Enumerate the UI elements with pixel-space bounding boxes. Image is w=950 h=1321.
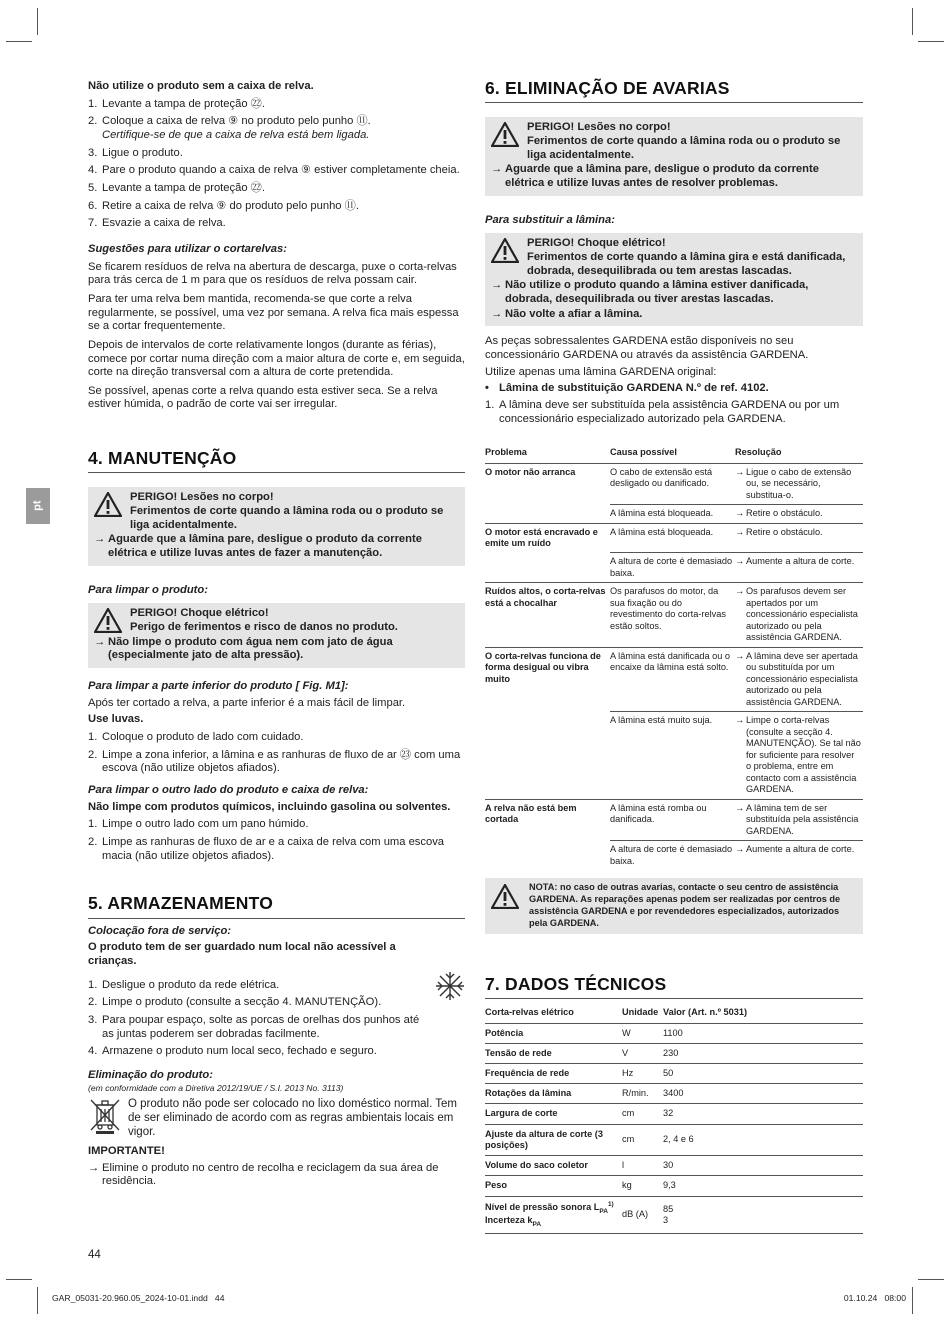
warning-icon xyxy=(94,608,122,633)
blade-title: Para substituir a lâmina: xyxy=(485,213,615,226)
list-item: 5. Levante a tampa de proteção ㉒. xyxy=(88,181,265,194)
steps-list xyxy=(88,98,465,231)
important-arrow: → Elimine o produto no centro de recolha e reciclagem da sua área de residência. xyxy=(88,1161,439,1188)
cause-cell: A lâmina está bloqueada. xyxy=(610,523,735,553)
tech-cell: Peso xyxy=(485,1176,622,1196)
disposal-text: O produto não pode ser colocado no lixo doméstico normal. Tem de ser eliminado de acordo com as regras ambientais locais em vigor. xyxy=(128,1097,458,1139)
tech-cell: 2, 4 e 6 xyxy=(663,1124,863,1155)
warning-title: PERIGO! Choque elétrico! xyxy=(130,607,269,620)
storage-heading: 5. ARMAZENAMENTO xyxy=(88,893,465,918)
table-row xyxy=(485,505,863,524)
problem-cell xyxy=(485,505,610,524)
important-label: IMPORTANTE! xyxy=(88,1145,165,1158)
tech-row xyxy=(485,1124,863,1155)
tip-paragraph: Depois de intervalos de corte relativamente longos (durante as férias), comece por cortar numa direção com a maior altura de corte e, em seguida, corte na direção transversal com a altura de corte pretendida. xyxy=(88,338,465,379)
warning-arrow: → Não limpe o produto com água nem com jato de água (especialmente jato de alta pressão). xyxy=(94,635,393,662)
remedy-cell: → Ligue o cabo de extensão ou, se necessário, substitua-o. xyxy=(735,463,863,505)
remedy-cell: → Limpe o corta-relvas (consulte a secção 4. MANUTENÇÃO). Se tal não for suficiente para resolver o problema, entre em contacto com a assistência GARDENA. xyxy=(735,712,863,800)
list-item: 1. Limpe o outro lado com um pano húmido. xyxy=(88,818,309,831)
crop-mark xyxy=(6,41,32,42)
list-item: 4. Armazene o produto num local seco, fechado e seguro. xyxy=(88,1045,377,1058)
remedy-cell: → Aumente a altura de corte. xyxy=(735,841,863,871)
tip-paragraph: Se ficarem resíduos de relva na abertura de descarga, puxe o corta-relvas para trás cerca de 1 m para que os resíduos de relva possam cair. xyxy=(88,260,457,287)
tech-cell: kg xyxy=(622,1176,663,1196)
problem-cell: O motor está encravado e emite um ruído xyxy=(485,523,610,553)
tech-cell: 230 xyxy=(663,1043,863,1063)
tip-paragraph: Para ter uma relva bem mantida, recomenda-se que corte a relva regularmente, se possível, uma vez por semana. A relva fica mais espessa se a cortar frequentemente. xyxy=(88,292,459,333)
tech-row xyxy=(485,1084,863,1104)
tech-cell: 1100 xyxy=(663,1023,863,1043)
bullet-item: • Lâmina de substituição GARDENA N.º de ref. 4102. xyxy=(485,382,769,395)
warning-icon xyxy=(491,238,519,263)
tech-row xyxy=(485,1104,863,1124)
warning-box xyxy=(88,603,465,668)
decommission-bold: O produto tem de ser guardado num local não acessível a crianças. xyxy=(88,941,396,967)
tech-cell: V xyxy=(622,1043,663,1063)
cause-cell: A lâmina está muito suja. xyxy=(610,712,735,800)
list-item: 1. Levante a tampa de proteção ㉒. xyxy=(88,97,265,110)
under-title: Para limpar a parte inferior do produto [ Fig. M1]: xyxy=(88,680,349,693)
disposal-note: (em conformidade com a Diretiva 2012/19/UE / S.I. 2013 No. 3113) xyxy=(88,1082,344,1093)
tech-cell: l xyxy=(622,1156,663,1176)
other-bold: Não limpe com produtos químicos, incluindo gasolina ou solventes. xyxy=(88,800,451,813)
list-item: 7. Esvazie a caixa de relva. xyxy=(88,217,226,230)
crop-mark xyxy=(37,1287,38,1314)
remedy-cell: → Os parafusos devem ser apertados por um concessionário especialista autorizado ou pela assistência GARDENA. xyxy=(735,583,863,648)
steps-list xyxy=(88,979,465,1059)
table-row xyxy=(485,553,863,583)
warning-box xyxy=(88,487,465,565)
tech-table xyxy=(485,1003,863,1234)
tech-cell: 9,3 xyxy=(663,1176,863,1196)
crop-mark xyxy=(918,1279,944,1280)
cause-cell: A altura de corte é demasiado baixa. xyxy=(610,841,735,871)
remedy-cell: → Retire o obstáculo. xyxy=(735,505,863,524)
tips-title: Sugestões para utilizar o cortarelvas: xyxy=(88,242,287,255)
list-item: 2. Limpe o produto (consulte a secção 4. MANUTENÇÃO). xyxy=(88,996,382,1009)
tips-list xyxy=(88,261,465,413)
crossed-bin-icon xyxy=(88,1097,122,1135)
list-item: 3. Ligue o produto. xyxy=(88,146,183,159)
table-row xyxy=(485,463,863,505)
list-item: 1. Coloque o produto de lado com cuidado. xyxy=(88,731,304,743)
table-header: Problema xyxy=(485,444,610,463)
tech-header: Corta-relvas elétrico xyxy=(485,1003,622,1023)
crop-mark xyxy=(6,1279,32,1280)
warning-box xyxy=(485,233,863,326)
cause-cell: A lâmina está romba ou danificada. xyxy=(610,799,735,841)
storage-steps xyxy=(88,979,465,1059)
original-text: Utilize apenas uma lâmina GARDENA original: xyxy=(485,365,717,378)
tech-cell: Nível de pressão sonora $L_{PA}^{1)}$ Incerteza $k_{PA}$ xyxy=(485,1196,622,1234)
warning-arrow: → Aguarde que a lâmina pare, desligue o produto da corrente elétrica e utilize luvas antes de resolver problemas. xyxy=(491,163,819,189)
warning-title: PERIGO! Lesões no corpo! xyxy=(527,121,671,134)
list-item: 2. Limpe a zona inferior, a lâmina e as ranhuras de fluxo de ar ㉓ com uma escova (não utilize objetos afiados). xyxy=(88,748,461,775)
tech-cell: Volume do saco coletor xyxy=(485,1156,622,1176)
warning-title: PERIGO! Lesões no corpo! xyxy=(130,491,274,504)
tech-row xyxy=(485,1063,863,1083)
left-column xyxy=(88,80,465,1189)
tech-cell: Ajuste da altura de corte (3 posições) xyxy=(485,1124,622,1155)
troubleshooting-table xyxy=(485,444,863,870)
tech-cell: cm xyxy=(622,1124,663,1155)
cause-cell: A lâmina está bloqueada. xyxy=(610,505,735,524)
crop-mark xyxy=(918,41,944,42)
tech-row xyxy=(485,1043,863,1063)
problem-cell xyxy=(485,712,610,800)
intro-bold: Não utilize o produto sem a caixa de relva. xyxy=(88,80,314,92)
under-text: Após ter cortado a relva, a parte inferior é a mais fácil de limpar. xyxy=(88,696,406,709)
tech-cell: Hz xyxy=(622,1063,663,1083)
tech-cell: Potência xyxy=(485,1023,622,1043)
table-row xyxy=(485,841,863,871)
cause-cell: O cabo de extensão está desligado ou danificado. xyxy=(610,463,735,505)
remedy-cell: → Aumente a altura de corte. xyxy=(735,553,863,583)
table-row xyxy=(485,583,863,648)
tech-cell: W xyxy=(622,1023,663,1043)
tech-cell: Frequência de rede xyxy=(485,1063,622,1083)
tech-cell: Rotações da lâmina xyxy=(485,1084,622,1104)
warning-arrow: → Não utilize o produto quando a lâmina estiver danificada, dobrada, desequilibrada ou tiver arestas lascadas. xyxy=(491,279,809,305)
list-item: 2. Limpe as ranhuras de fluxo de ar e a caixa de relva com uma escova macia (não utilize objetos afiados). xyxy=(88,835,445,862)
tech-cell: 3400 xyxy=(663,1084,863,1104)
tech-cell: dB (A) xyxy=(622,1196,663,1234)
problem-cell: O corta-relvas funciona de forma desigual ou vibra muito xyxy=(485,647,610,712)
tech-cell: Tensão de rede xyxy=(485,1043,622,1063)
tech-heading: 7. DADOS TÉCNICOS xyxy=(485,974,863,999)
tech-row xyxy=(485,1156,863,1176)
troubleshooting-heading: 6. ELIMINAÇÃO DE AVARIAS xyxy=(485,78,863,103)
maintenance-heading: 4. MANUTENÇÃO xyxy=(88,448,465,473)
warning-arrow: → Aguarde que a lâmina pare, desligue o produto da corrente elétrica e utilize luvas antes de fazer a manutenção. xyxy=(94,533,422,560)
tech-header: Valor (Art. n.º 5031) xyxy=(663,1003,863,1023)
table-row xyxy=(485,523,863,553)
warning-text: Ferimentos de corte quando a lâmina roda ou o produto se liga acidentalmente. xyxy=(130,505,444,531)
table-header: Resolução xyxy=(735,444,863,463)
remedy-cell: → A lâmina tem de ser substituída pela assistência GARDENA. xyxy=(735,799,863,841)
right-column xyxy=(485,78,863,1234)
warning-icon xyxy=(491,122,519,147)
footer-file: GAR_05031-20.960.05_2024-10-01.indd 44 xyxy=(52,1293,225,1303)
list-item: 6. Retire a caixa de relva ⑨ do produto pelo punho ⑪. xyxy=(88,199,359,212)
gloves-text: Use luvas. xyxy=(88,713,144,726)
warning-box xyxy=(485,117,863,195)
remedy-cell: → A lâmina deve ser apertada ou substituída por um concessionário especialista autorizado ou pela assistência GARDENA. xyxy=(735,647,863,712)
problem-cell: A relva não está bem cortada xyxy=(485,799,610,841)
tech-cell: cm xyxy=(622,1104,663,1124)
note-box: NOTA: no caso de outras avarias, contacte o seu centro de assistência GARDENA. As reparações apenas podem ser realizadas por centros de assistência GARDENA e por revendedores especializados, autorizados pela GARDENA. xyxy=(485,878,863,934)
snowflake-icon xyxy=(435,971,465,1001)
tech-cell: 30 xyxy=(663,1156,863,1176)
tech-cell: 85 3 xyxy=(663,1196,863,1234)
steps-list xyxy=(88,731,465,776)
decommission-title: Colocação fora de serviço: xyxy=(88,924,232,937)
problem-cell: O motor não arranca xyxy=(485,463,610,505)
problem-cell: Ruídos altos, o corta-relvas está a chocalhar xyxy=(485,583,610,648)
footer-date: 01.10.24 08:00 xyxy=(843,1293,906,1303)
table-row xyxy=(485,799,863,841)
disposal-block xyxy=(88,1097,465,1139)
list-item: 2. Coloque a caixa de relva ⑨ no produto pelo punho ⑪. Certifique-se de que a caixa de relva está bem ligada. xyxy=(88,115,371,141)
remedy-cell: → Retire o obstáculo. xyxy=(735,523,863,553)
tech-cell: Largura de corte xyxy=(485,1104,622,1124)
table-row xyxy=(485,647,863,712)
tech-cell: 32 xyxy=(663,1104,863,1124)
disposal-title: Eliminação do produto: xyxy=(88,1068,213,1081)
tip-paragraph: Se possível, apenas corte a relva quando esta estiver seca. Se a relva estiver húmida, o padrão de corte vai ser irregular. xyxy=(88,384,438,411)
other-title: Para limpar o outro lado do produto e caixa de relva: xyxy=(88,783,369,796)
blade-step: 1. A lâmina deve ser substituída pela assistência GARDENA ou por um concessionário especializado autorizado pela GARDENA. xyxy=(485,398,840,425)
crop-mark xyxy=(912,1287,913,1314)
clean-title: Para limpar o produto: xyxy=(88,583,208,596)
cause-cell: A altura de corte é demasiado baixa. xyxy=(610,553,735,583)
tech-row xyxy=(485,1196,863,1234)
crop-mark xyxy=(912,8,913,35)
list-item: 4. Pare o produto quando a caixa de relva ⑨ estiver completamente cheia. xyxy=(88,164,460,177)
steps-list xyxy=(88,818,465,863)
crop-mark xyxy=(37,8,38,35)
tech-row xyxy=(485,1176,863,1196)
cause-cell: Os parafusos do motor, da sua fixação ou do revestimento do corta-relvas estão soltos. xyxy=(610,583,735,648)
warning-title: PERIGO! Choque elétrico! xyxy=(527,237,666,250)
parts-text: As peças sobressalentes GARDENA estão disponíveis no seu concessionário GARDENA ou através da assistência GARDENA. xyxy=(485,335,809,361)
tech-row xyxy=(485,1023,863,1043)
tech-header: Unidade xyxy=(622,1003,663,1023)
problem-cell xyxy=(485,841,610,871)
cause-cell: A lâmina está danificada ou o encaixe da lâmina está solto. xyxy=(610,647,735,712)
warning-icon xyxy=(94,492,122,517)
warning-text: Ferimentos de corte quando a lâmina gira e está danificada, dobrada, desequilibrada ou tem arestas lascadas. xyxy=(527,250,846,277)
table-row xyxy=(485,712,863,800)
tech-cell: R/min. xyxy=(622,1084,663,1104)
warning-arrow: → Não volte a afiar a lâmina. xyxy=(491,307,643,320)
language-tab: pt xyxy=(26,488,50,524)
problem-cell xyxy=(485,553,610,583)
warning-text: Perigo de ferimentos e risco de danos no produto. xyxy=(130,621,398,634)
list-item: 1. Desligue o produto da rede elétrica. xyxy=(88,978,280,991)
table-header: Causa possível xyxy=(610,444,735,463)
list-item: 3. Para poupar espaço, solte as porcas de orelhas dos punhos até as juntas poderem ser dobradas facilmente. xyxy=(88,1013,420,1040)
warning-text: Ferimentos de corte quando a lâmina roda ou o produto se liga acidentalmente. xyxy=(527,135,841,161)
page-number: 44 xyxy=(88,1249,101,1261)
warning-icon xyxy=(491,884,519,909)
tech-cell: 50 xyxy=(663,1063,863,1083)
